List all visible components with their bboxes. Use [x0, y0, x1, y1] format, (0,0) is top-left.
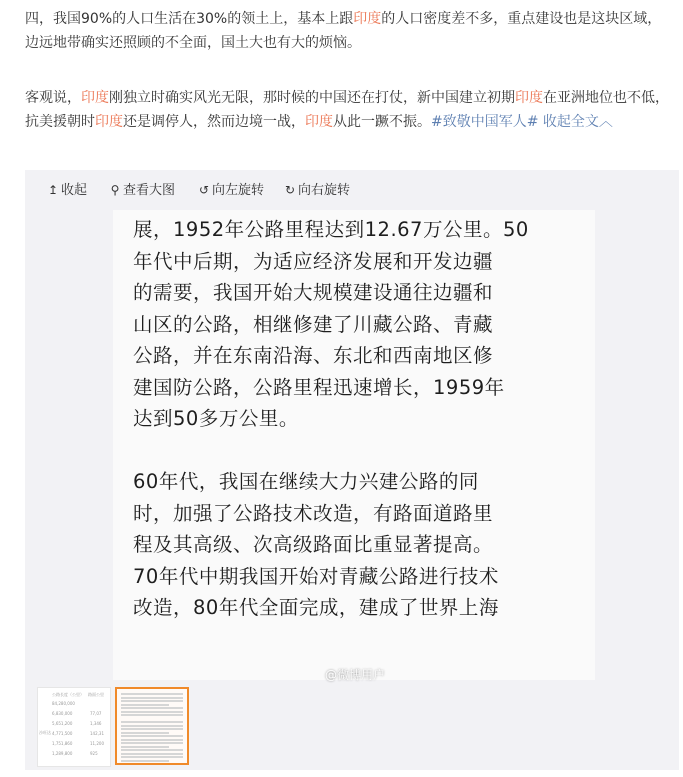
- text-segment: 客观说，: [25, 90, 81, 106]
- chevron-up-icon: ︿: [598, 114, 613, 130]
- rotate-right-label: 向右旋转: [298, 183, 351, 198]
- collapse-image-label: 收起: [61, 183, 88, 198]
- photo-text-line: 60年代，我国在继续大力兴建公路的同: [133, 470, 479, 493]
- rotate-right-button[interactable]: [284, 182, 350, 199]
- rotate-left-button[interactable]: [198, 182, 264, 199]
- photo-text-line: 改造，80年代全面完成，建成了世界上海: [133, 596, 499, 619]
- photo-text-line: 年代中后期，为适应经济发展和开发边疆: [133, 249, 494, 273]
- keyword-link[interactable]: 印度: [81, 90, 109, 106]
- thumb-table-cell: 5,651,200: [52, 721, 73, 726]
- thumb-text-line: [121, 711, 183, 713]
- view-large-image-button[interactable]: [109, 182, 175, 199]
- thumb-text-line: [121, 746, 169, 748]
- thumb-table-cell: 77,07: [90, 711, 102, 716]
- image-viewer: [25, 170, 679, 770]
- thumb-text-line: [121, 693, 183, 695]
- photo-text-line: 程及其高级、次高级路面比重显著提高。: [133, 533, 494, 556]
- collapse-image-button[interactable]: [47, 182, 87, 199]
- photo-text-line: 公路，并在东南沿海、东北和西南地区修: [133, 344, 494, 367]
- thumb-text-line: [121, 749, 183, 751]
- collapse-text-label: 收起全文: [542, 114, 599, 130]
- thumb-table-cell: 1,289,800: [52, 751, 73, 756]
- thumb-table-cell: 11,200: [90, 741, 104, 746]
- photo-text-line: 展，1952年公路里程达到12.67万公里。50: [133, 218, 529, 241]
- view-large-label: 查看大图: [123, 183, 176, 198]
- keyword-link[interactable]: 印度: [305, 114, 333, 130]
- thumb-side-label: 沙旺达: [39, 730, 51, 735]
- thumb-text-line: [121, 756, 183, 758]
- text-segment: 在亚洲地位也不低，抗美援朝时: [25, 90, 669, 130]
- thumb-table-header: 路面公里: [88, 692, 104, 697]
- photo-text-line: 时，加强了公路技术改造，有路面道路里: [133, 501, 494, 525]
- image-toolbar: [25, 176, 679, 206]
- thumb-text-line: [121, 739, 183, 741]
- hashtag-link[interactable]: #致敬中国军人#: [431, 114, 539, 130]
- thumb-table-cell: 6,830,000: [52, 711, 73, 716]
- thumb-text-line: [121, 707, 183, 709]
- thumb-text-line: [121, 697, 183, 699]
- text-segment: 还是调停人，然而边境一战，: [123, 114, 305, 130]
- thumb-table-header: 公路长度（公里）: [52, 692, 84, 697]
- post-paragraph-2: [25, 86, 675, 134]
- thumb-text-line: [121, 700, 183, 702]
- text-segment: 从此一蹶不振。: [333, 114, 431, 130]
- rotate-left-label: 向左旋转: [212, 183, 265, 198]
- thumb-table-cell: 4,771,500: [52, 731, 73, 736]
- collapse-text-link[interactable]: [543, 114, 613, 130]
- photo-text-line: 的需要，我国开始大规模建设通往边疆和: [133, 281, 494, 304]
- text-segment: 刚独立时确实风光无限，那时候的中国还在打仗，新中国建立初期: [109, 90, 515, 106]
- collapse-up-icon: ↥: [47, 183, 59, 197]
- thumb-text-line: [121, 735, 183, 737]
- keyword-link[interactable]: 印度: [95, 114, 123, 130]
- thumbnail-1[interactable]: [37, 687, 111, 767]
- thumb-text-line: [121, 721, 183, 723]
- photo-watermark: @微博用户: [325, 668, 386, 682]
- main-photo[interactable]: [113, 210, 595, 680]
- thumb-table-cell: 142,31: [90, 731, 104, 736]
- photo-text-line: 达到50多万公里。: [133, 407, 299, 430]
- post-paragraph-1: [25, 7, 675, 55]
- text-segment: 四，我国90%的人口生活在30%的领土上，基本上跟: [25, 11, 354, 27]
- thumb-text-line: [121, 728, 183, 730]
- photo-text-line: [133, 435, 593, 467]
- thumb-table-cell: 1,751,860: [52, 741, 73, 746]
- thumb-text-line: [121, 742, 183, 744]
- thumb-table-cell: 84,280,000: [52, 701, 75, 706]
- thumb-text-line: [121, 704, 169, 706]
- magnifier-icon: ⚲: [110, 183, 120, 197]
- rotate-left-icon: ↺: [198, 183, 210, 197]
- thumb-text-line: [121, 725, 183, 727]
- text-segment: 的人口密度差不多，重点建设也是这块区域，边远地带确实还照顾的不全面，国土大也有大的烦恼。: [25, 11, 662, 51]
- photo-text: [133, 214, 593, 624]
- photo-text-line: 70年代中期我国开始对青藏公路进行技术: [133, 564, 499, 588]
- thumb-text-line: [121, 753, 183, 755]
- thumb-table-cell: 925: [90, 751, 98, 756]
- thumb-text-line: [121, 760, 169, 762]
- photo-text-line: 建国防公路，公路里程迅速增长，1959年: [133, 375, 505, 399]
- thumb-text-line: [121, 714, 183, 716]
- thumb-table-cell: 1,346: [90, 721, 102, 726]
- photo-text-line: 山区的公路，相继修建了川藏公路、青藏: [133, 312, 494, 336]
- thumbnail-2-selected[interactable]: [115, 687, 189, 765]
- rotate-right-icon: ↻: [284, 183, 296, 197]
- keyword-link[interactable]: 印度: [353, 11, 382, 27]
- thumb-text-line: [121, 732, 169, 734]
- keyword-link[interactable]: 印度: [515, 90, 543, 106]
